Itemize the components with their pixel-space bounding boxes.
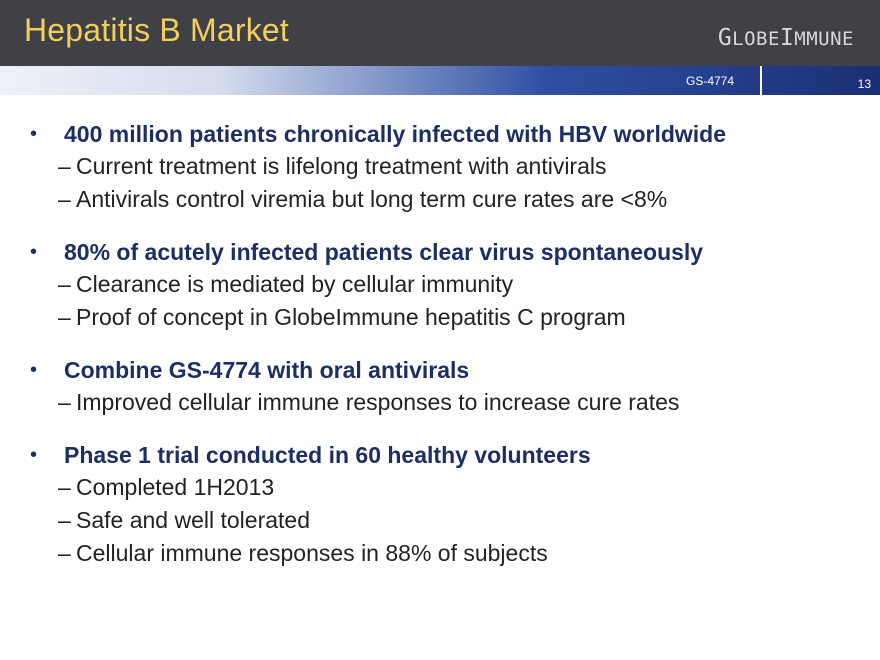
slide-header	[0, 0, 880, 66]
section-3	[0, 354, 880, 419]
sub-item: – Current treatment is lifelong treatment with antivirals	[58, 153, 607, 179]
slide-title: Hepatitis B Market	[24, 12, 290, 48]
bullet-marker: •	[30, 241, 38, 263]
sub-item: – Cellular immune responses in 88% of subjects	[58, 540, 548, 566]
company-logo: GLOBEIMMUNE	[717, 25, 854, 51]
band-divider	[760, 66, 762, 95]
bullet-heading: • Phase 1 trial conducted in 60 healthy volunteers	[0, 439, 880, 471]
header-band	[0, 66, 880, 95]
bullet-marker: •	[30, 444, 38, 466]
section-2	[0, 236, 880, 334]
sub-item: – Safe and well tolerated	[58, 507, 310, 533]
sub-item: – Clearance is mediated by cellular immunity	[58, 271, 514, 297]
sub-item: – Proof of concept in GlobeImmune hepatitis C program	[58, 304, 626, 330]
bullet-heading: • Combine GS-4774 with oral antivirals	[0, 354, 880, 386]
slide-content	[0, 118, 880, 590]
bullet-marker: •	[30, 359, 38, 381]
program-label: GS-4774	[686, 74, 735, 88]
section-4	[0, 439, 880, 570]
page-number: 13	[857, 77, 871, 91]
section-1	[0, 118, 880, 216]
bullet-heading: • 400 million patients chronically infected with HBV worldwide	[0, 118, 880, 150]
sub-item: – Antivirals control viremia but long term cure rates are <8%	[58, 186, 668, 212]
bullet-heading: • 80% of acutely infected patients clear virus spontaneously	[0, 236, 880, 268]
sub-item: – Completed 1H2013	[58, 474, 275, 500]
sub-item: – Improved cellular immune responses to increase cure rates	[58, 389, 680, 415]
bullet-marker: •	[30, 123, 38, 145]
